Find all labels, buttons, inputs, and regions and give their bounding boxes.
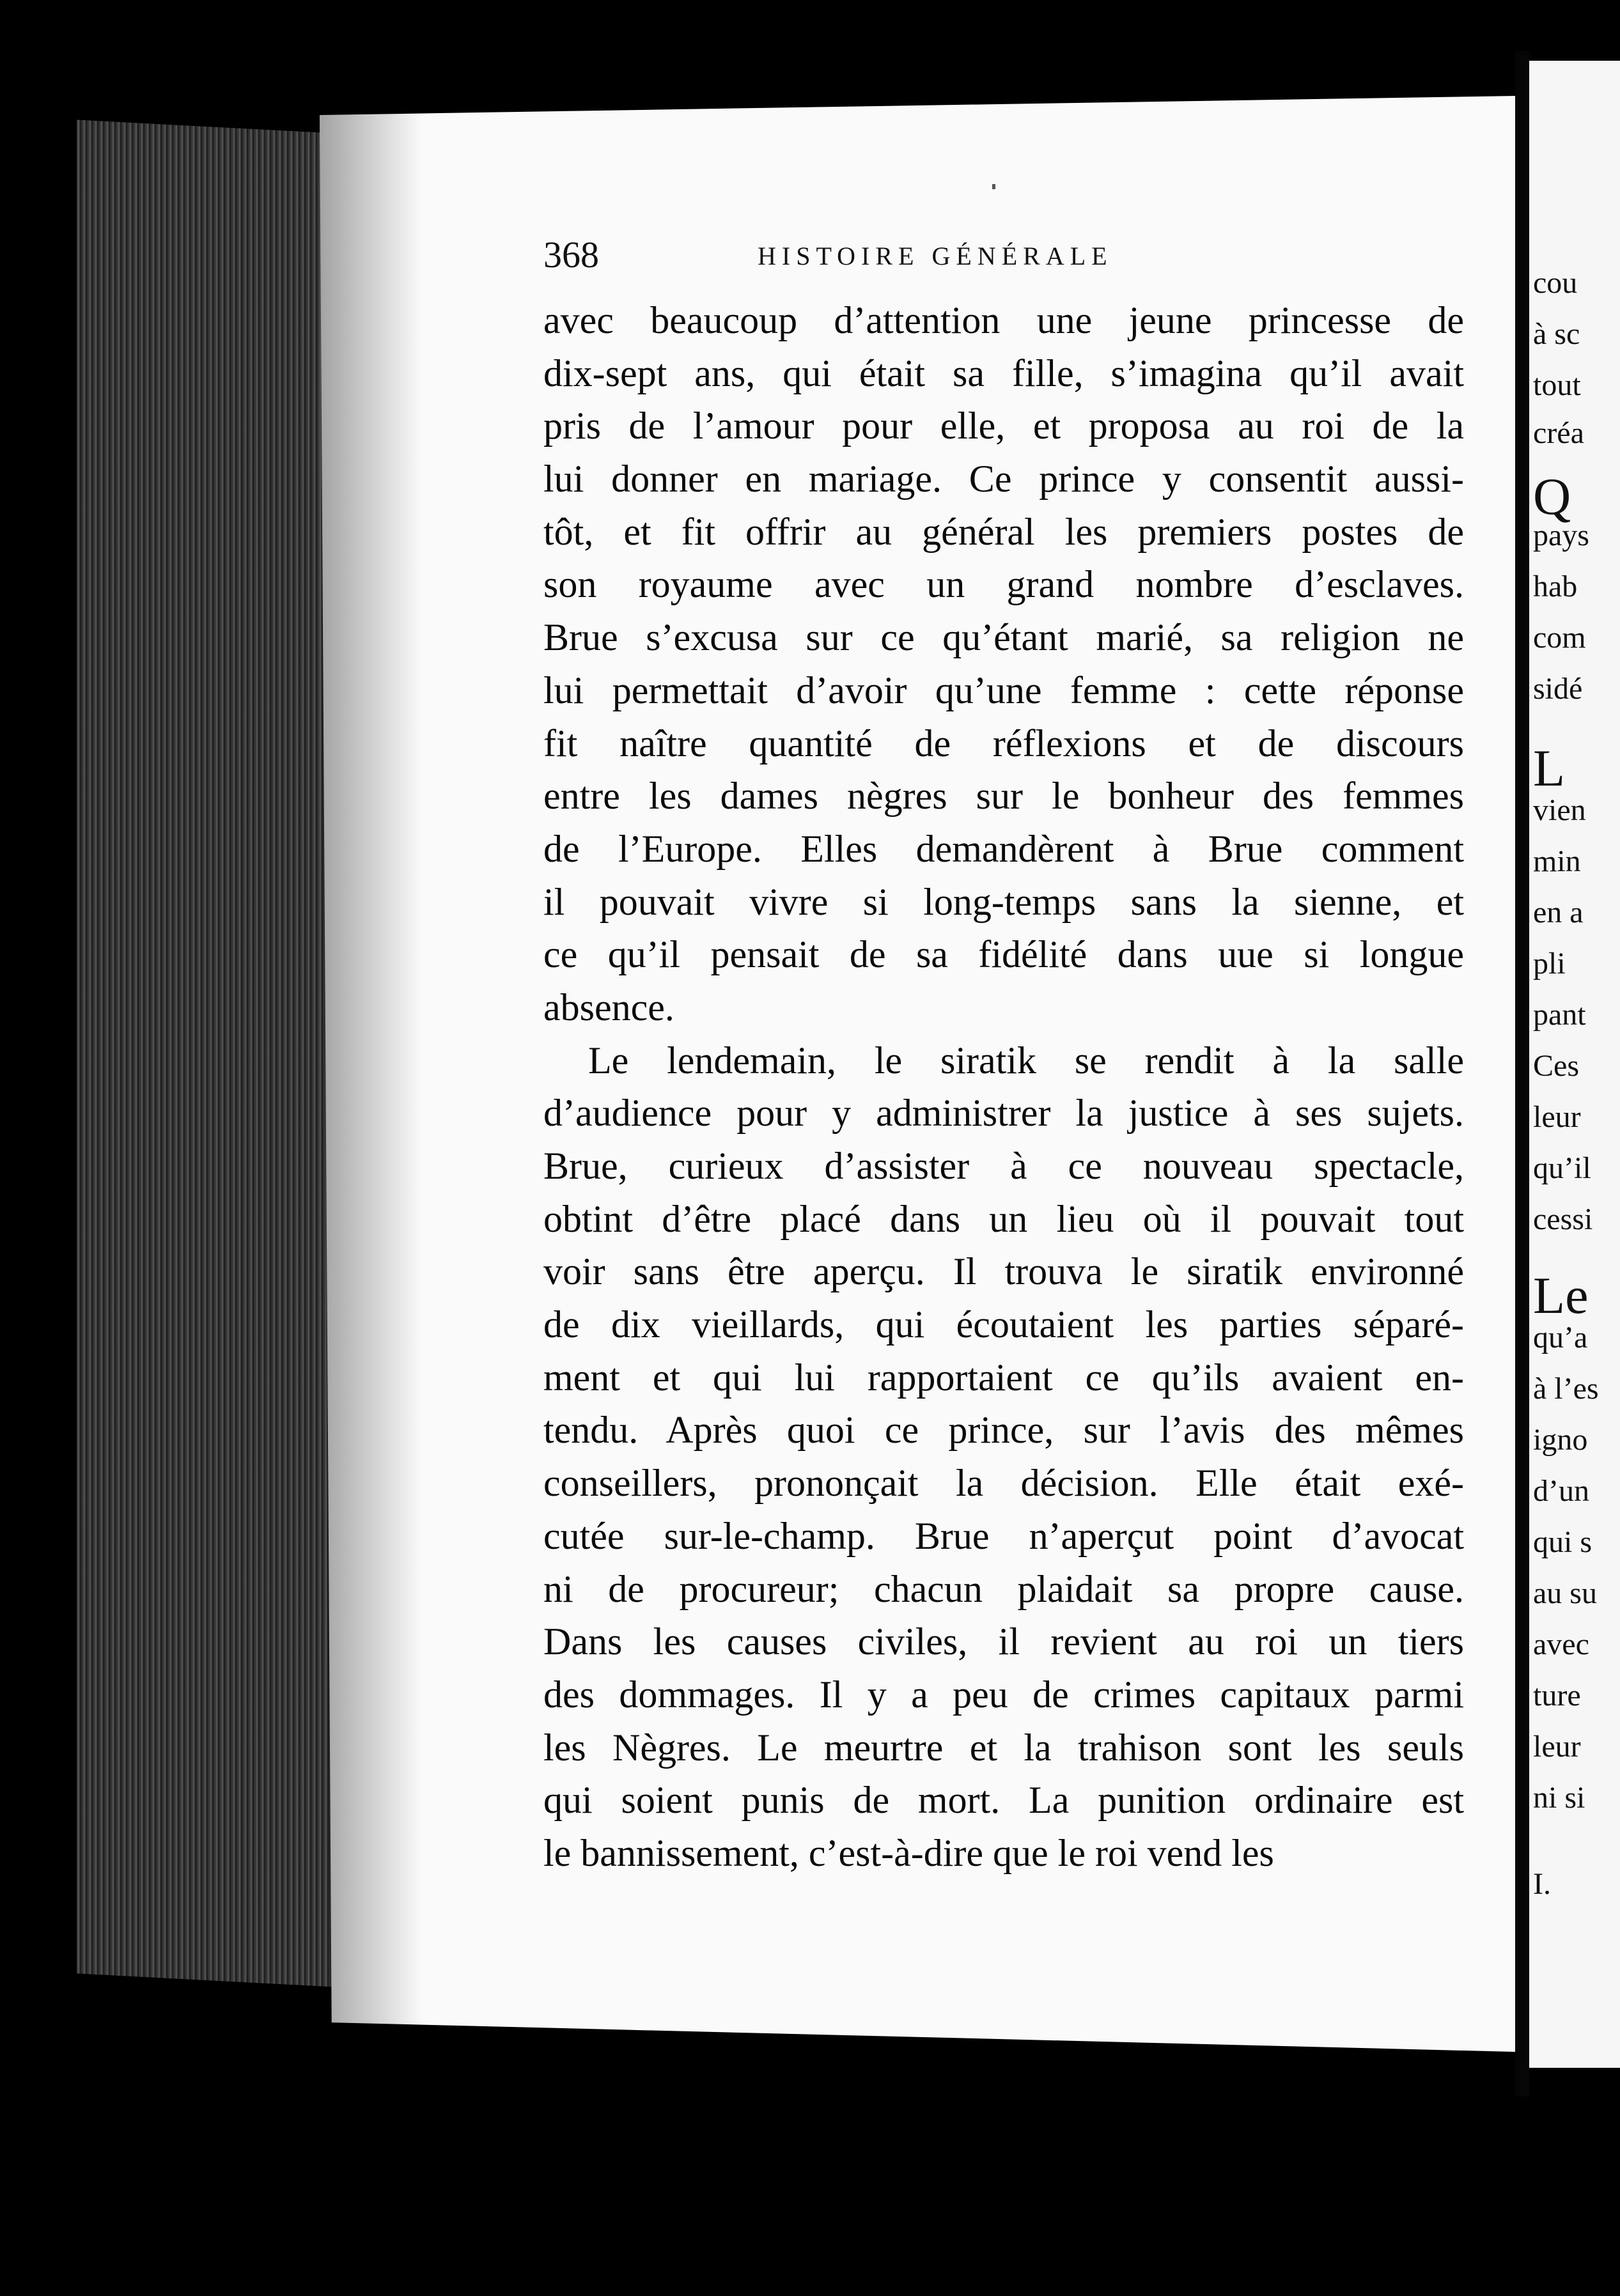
right-page-fragment: Ces	[1533, 1049, 1579, 1083]
text-line: dix-sept ans, qui était sa fille, s’imagina qu’il avait	[543, 352, 1464, 394]
book-gutter	[1515, 51, 1529, 2097]
text-line: qui soient punis de mort. La punition ordinaire est	[543, 1779, 1464, 1822]
text-line: les Nègres. Le meurtre et la trahison sont les seuls	[543, 1726, 1464, 1769]
right-page-fragment: à l’es	[1533, 1372, 1599, 1406]
right-page	[1529, 61, 1620, 2068]
right-page-fragment: au su	[1533, 1576, 1597, 1610]
page-number: 368	[543, 234, 599, 275]
right-page-fragment: pays	[1533, 518, 1589, 552]
right-page-fragment: L	[1533, 739, 1566, 797]
right-page-fragment: avec	[1533, 1627, 1589, 1661]
text-line: entre les dames nègres sur le bonheur des femmes	[543, 775, 1464, 818]
text-line: absence.	[543, 986, 674, 1028]
text-line: lui donner en mariage. Ce prince y consentit aussi-	[543, 458, 1464, 500]
text-line: Brue s’excusa sur ce qu’étant marié, sa religion ne	[543, 616, 1464, 659]
right-page-fragment: pant	[1533, 998, 1586, 1032]
right-page-fragment: igno	[1533, 1423, 1588, 1457]
paragraph-2	[543, 1034, 1464, 1880]
text-line: son royaume avec un grand nombre d’esclaves.	[543, 563, 1464, 606]
text-line: obtint d’être placé dans un lieu où il pouvait tout	[543, 1197, 1464, 1240]
right-page-fragment: hab	[1533, 570, 1578, 603]
right-page-fragment: min	[1533, 844, 1581, 878]
text-line: Le lendemain, le siratik se rendit à la salle	[588, 1039, 1464, 1082]
text-line: Brue, curieux d’assister à ce nouveau spectacle,	[543, 1145, 1464, 1187]
paragraph-1	[543, 294, 1464, 1034]
right-page-fragment: cou	[1533, 266, 1578, 300]
right-page-fragment: Q	[1533, 467, 1571, 525]
text-line: fit naître quantité de réflexions et de discours	[543, 722, 1464, 764]
running-head	[543, 233, 1464, 284]
text-line: ment et qui lui rapportaient ce qu’ils avaient en-	[543, 1356, 1464, 1399]
text-line: avec beaucoup d’attention une jeune princesse de	[543, 299, 1464, 341]
text-line: d’audience pour y administrer la justice à ses sujets.	[543, 1092, 1464, 1135]
text-line: pris de l’amour pour elle, et proposa au roi de la	[543, 405, 1464, 447]
text-line: ce qu’il pensait de sa fidélité dans uue si longue	[543, 933, 1464, 976]
text-line: le bannissement, c’est-à-dire que le roi vend les	[543, 1831, 1274, 1874]
right-page-fragment: tout	[1533, 368, 1581, 402]
text-line: cutée sur-le-champ. Brue n’aperçut point d’avocat	[543, 1514, 1464, 1557]
page-curl-shadow	[320, 96, 422, 2052]
right-page-fragment: vien	[1533, 793, 1586, 827]
right-page-fragment: cessi	[1533, 1202, 1593, 1236]
text-line: lui permettait d’avoir qu’une femme : cette réponse	[543, 669, 1464, 711]
page-speck	[992, 184, 995, 189]
right-page-fragment: qui s	[1533, 1525, 1593, 1559]
right-page-fragment: pli	[1533, 947, 1566, 981]
text-line: de l’Europe. Elles demandèrent à Brue comment	[543, 827, 1464, 870]
right-page-fragment: Le	[1533, 1266, 1589, 1324]
right-page-fragment: en a	[1533, 896, 1584, 929]
text-line: des dommages. Il y a peu de crimes capitaux parmi	[543, 1673, 1464, 1716]
right-page-fragment: d’un	[1533, 1474, 1589, 1508]
right-page-fragment: I.	[1533, 1867, 1551, 1901]
right-page-fragment: qu’a	[1533, 1321, 1588, 1354]
text-line: il pouvait vivre si long-temps sans la sienne, et	[543, 880, 1464, 923]
running-title: HISTOIRE GÉNÉRALE	[758, 242, 1113, 270]
text-line: ni de procureur; chacun plaidait sa propre cause.	[543, 1567, 1464, 1610]
right-page-fragment: leur	[1533, 1730, 1581, 1764]
text-line: tôt, et fit offrir au général les premiers postes de	[543, 510, 1464, 553]
body-text	[543, 294, 1464, 1880]
right-page-fragment: leur	[1533, 1100, 1581, 1134]
right-page-fragment: ture	[1533, 1679, 1581, 1712]
right-page-fragment: créa	[1533, 416, 1584, 450]
text-line: conseillers, prononçait la décision. Elle était exé-	[543, 1462, 1464, 1505]
right-page-fragment: qu’il	[1533, 1151, 1591, 1185]
text-line: Dans les causes civiles, il revient au roi un tiers	[543, 1620, 1464, 1663]
text-line: voir sans être aperçu. Il trouva le siratik environné	[543, 1250, 1464, 1293]
text-line: tendu. Après quoi ce prince, sur l’avis des mêmes	[543, 1409, 1464, 1452]
right-page-fragment: com	[1533, 621, 1586, 655]
right-page-fragment: sidé	[1533, 672, 1583, 706]
right-page-fragment: à sc	[1533, 317, 1580, 351]
right-page-fragment: ni si	[1533, 1781, 1585, 1815]
text-line: de dix vieillards, qui écoutaient les parties séparé-	[543, 1303, 1464, 1346]
